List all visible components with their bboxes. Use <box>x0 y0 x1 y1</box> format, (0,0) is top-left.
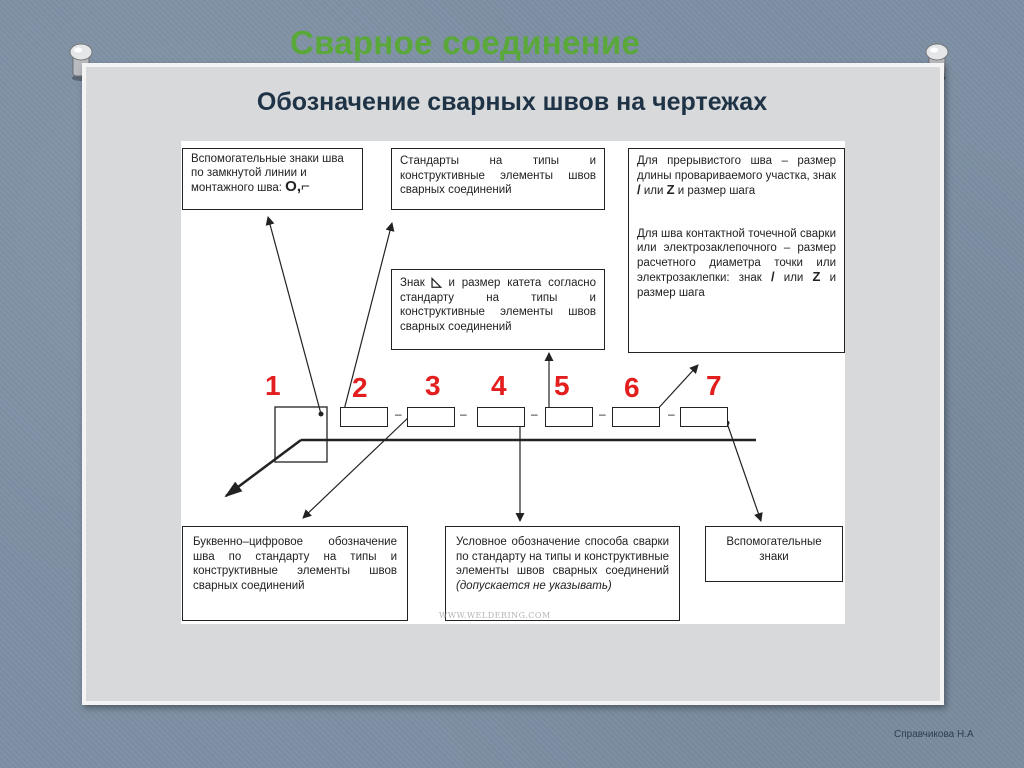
spot-weld-text: Для шва контактной точечной сварки или электрозаклепочного – размер расчетного диаметра точки или электрозаклепки: знак / или Z и размер шага <box>637 227 837 299</box>
watermark: WWW.WELDERING.COM <box>439 611 551 620</box>
author-credit: Справчикова Н.А <box>894 729 974 740</box>
field-3 <box>407 407 455 427</box>
intermittent-weld-text: Для прерывистого шва – размер длины провариваемого участка, знак / или Z и размер шага <box>637 155 836 197</box>
position-number-2: 2 <box>352 372 368 403</box>
field-4 <box>477 407 525 427</box>
position-number-7: 7 <box>706 370 722 401</box>
optional-note: (допускается не указывать) <box>456 579 612 592</box>
fillet-weld-symbol: ◺ <box>431 274 442 289</box>
separator-dash-2: – <box>460 407 467 421</box>
position-number-1: 1 <box>265 370 281 401</box>
position-number-5: 5 <box>554 370 570 401</box>
separator-dash-4: – <box>599 407 606 421</box>
field-7 <box>680 407 728 427</box>
field-6 <box>612 407 660 427</box>
separator-dash-3: – <box>531 407 538 421</box>
slide-subtitle: Обозначение сварных швов на чертежах <box>256 88 768 116</box>
box-leg-size: Знак ◺ и размер катета согласно стандарту на типы и конструктивные элементы швов сварных соединений <box>391 269 605 350</box>
weld-notation-diagram <box>181 141 845 624</box>
box-auxiliary-closed-line: Вспомогательные знаки шва по замкнутой линии и монтажного шва: O,⌐ <box>182 148 363 210</box>
box-auxiliary-signs: Вспомогательные знаки <box>705 526 843 582</box>
slide-title: Сварное соединение <box>290 24 641 61</box>
box-welding-method: Условное обозначение способа сварки по стандарту на типы и конструктивные элементы швов сварных соединений (допускается не указывать) <box>445 526 680 621</box>
separator-dash-1: – <box>395 407 402 421</box>
field-5 <box>545 407 593 427</box>
position-number-3: 3 <box>425 370 441 401</box>
box-alphanumeric-designation: Буквенно–цифровое обозначение шва по стандарту на типы и конструктивные элементы швов сварных соединений <box>182 526 408 621</box>
box-standards: Стандарты на типы и конструктивные элементы швов сварных соединений <box>391 148 605 210</box>
position-number-6: 6 <box>624 372 640 403</box>
closed-line-symbol: O,⌐ <box>285 178 310 195</box>
position-number-4: 4 <box>491 370 507 401</box>
separator-dash-5: – <box>668 407 675 421</box>
field-2 <box>340 407 388 427</box>
box-intermittent-spot <box>628 148 845 353</box>
